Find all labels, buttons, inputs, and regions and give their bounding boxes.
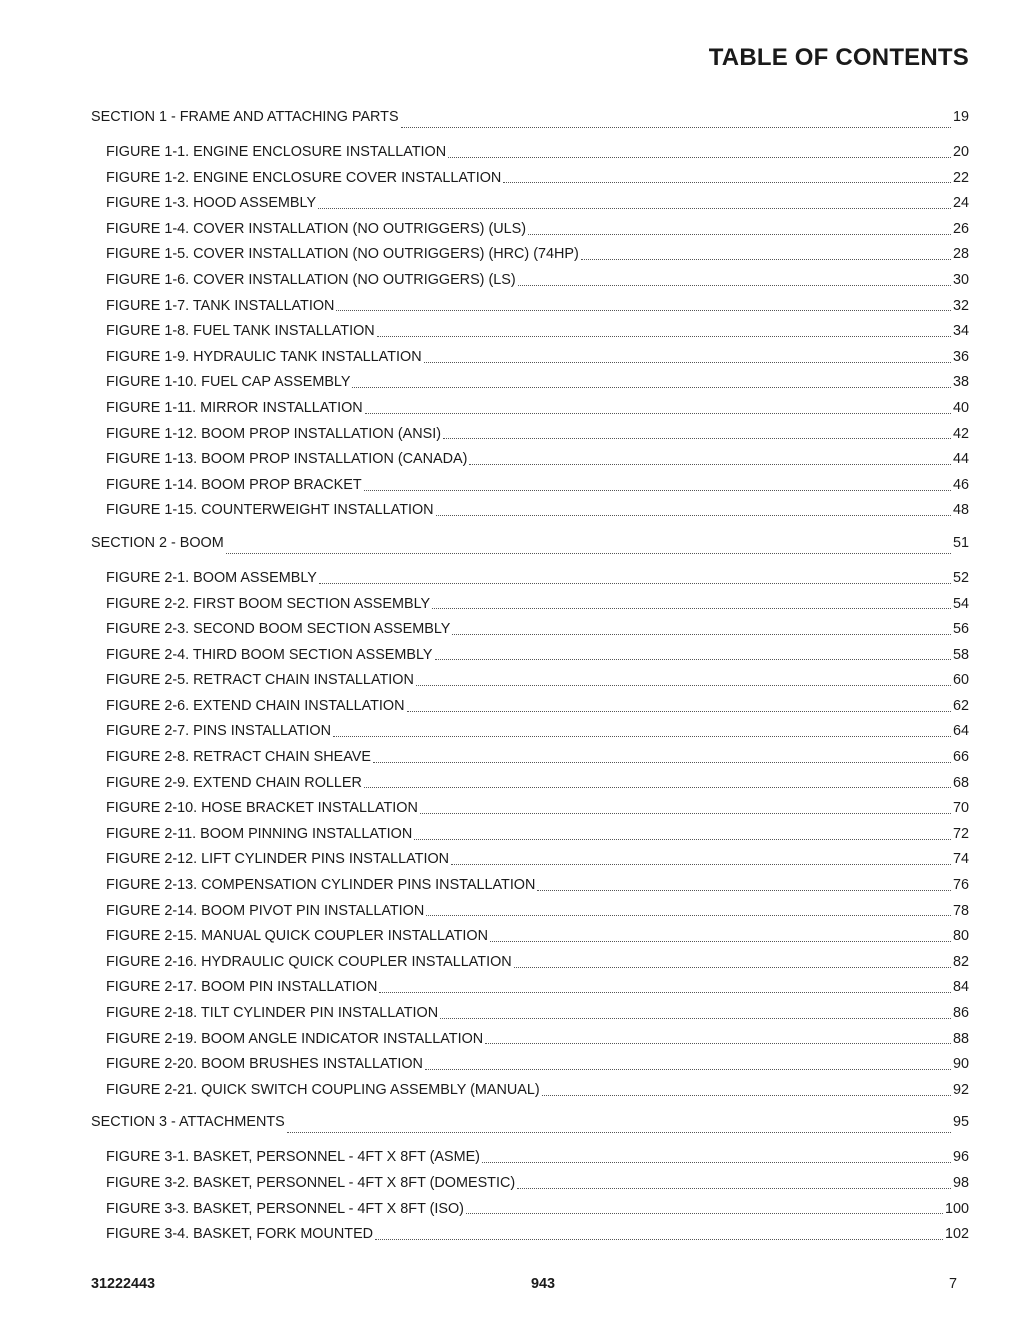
page-number: 68 bbox=[952, 774, 969, 791]
dot-leader bbox=[451, 863, 951, 865]
figure-title: FIGURE 2-1. BOOM ASSEMBLY bbox=[106, 569, 317, 586]
page-number: 22 bbox=[952, 169, 969, 186]
dot-leader bbox=[443, 437, 951, 439]
toc-figure-entry[interactable] bbox=[91, 268, 969, 294]
dot-leader bbox=[503, 181, 951, 183]
dot-leader bbox=[424, 361, 951, 363]
toc-figure-entry[interactable] bbox=[91, 1027, 969, 1053]
toc-figure-entry[interactable] bbox=[91, 771, 969, 797]
dot-leader bbox=[528, 233, 951, 235]
page-footer bbox=[91, 1276, 969, 1296]
dot-leader bbox=[318, 207, 951, 209]
toc-figure-entry[interactable] bbox=[91, 694, 969, 720]
figure-title: FIGURE 3-1. BASKET, PERSONNEL - 4FT X 8FT (ASME) bbox=[106, 1149, 480, 1166]
section-title: SECTION 1 - FRAME AND ATTACHING PARTS bbox=[91, 109, 399, 125]
page-number: 24 bbox=[952, 195, 969, 212]
dot-leader bbox=[440, 1017, 951, 1019]
page-number: 28 bbox=[952, 246, 969, 263]
dot-leader bbox=[425, 1068, 951, 1070]
figure-title: FIGURE 1-10. FUEL CAP ASSEMBLY bbox=[106, 374, 351, 391]
figure-title: FIGURE 2-3. SECOND BOOM SECTION ASSEMBLY bbox=[106, 621, 451, 638]
figure-title: FIGURE 2-5. RETRACT CHAIN INSTALLATION bbox=[106, 672, 414, 689]
figure-title: FIGURE 1-5. COVER INSTALLATION (NO OUTRIGGERS) (HRC) (74HP) bbox=[106, 246, 579, 263]
dot-leader bbox=[469, 463, 951, 465]
figure-title: FIGURE 2-21. QUICK SWITCH COUPLING ASSEMBLY (MANUAL) bbox=[106, 1081, 540, 1098]
dot-leader bbox=[336, 309, 951, 311]
toc-figure-entry[interactable] bbox=[91, 643, 969, 669]
figure-title: FIGURE 3-4. BASKET, FORK MOUNTED bbox=[106, 1226, 374, 1243]
figure-title: FIGURE 1-2. ENGINE ENCLOSURE COVER INSTALLATION bbox=[106, 169, 502, 186]
page-number: 54 bbox=[952, 595, 969, 612]
toc-figure-entry[interactable] bbox=[91, 745, 969, 771]
dot-leader bbox=[436, 514, 951, 516]
page-number: 56 bbox=[952, 621, 969, 638]
page-number: 42 bbox=[952, 425, 969, 442]
page-number: 95 bbox=[952, 1114, 969, 1131]
toc-figure-entry[interactable] bbox=[91, 345, 969, 371]
toc-list bbox=[91, 106, 969, 1248]
toc-figure-entry[interactable] bbox=[91, 1171, 969, 1197]
page-title: TABLE OF CONTENTS bbox=[708, 44, 969, 71]
page-number: 40 bbox=[952, 399, 969, 416]
dot-leader bbox=[414, 838, 951, 840]
page-number: 66 bbox=[952, 749, 969, 766]
page-number: 92 bbox=[952, 1081, 969, 1098]
toc-figure-entry[interactable] bbox=[91, 873, 969, 899]
toc-figure-entry[interactable] bbox=[91, 242, 969, 268]
dot-leader bbox=[490, 940, 951, 942]
dot-leader bbox=[407, 710, 951, 712]
dot-leader bbox=[518, 284, 951, 286]
footer-model: 943 bbox=[531, 1276, 556, 1292]
page-number: 34 bbox=[952, 323, 969, 340]
figure-title: FIGURE 1-9. HYDRAULIC TANK INSTALLATION bbox=[106, 348, 422, 365]
figure-title: FIGURE 2-19. BOOM ANGLE INDICATOR INSTALLATION bbox=[106, 1030, 484, 1047]
toc-figure-entry[interactable] bbox=[91, 617, 969, 643]
page-number: 82 bbox=[952, 953, 969, 970]
dot-leader bbox=[364, 786, 951, 788]
dot-leader bbox=[432, 607, 951, 609]
page-number: 19 bbox=[952, 109, 969, 125]
toc-figure-entry[interactable] bbox=[91, 822, 969, 848]
toc-figure-entry[interactable] bbox=[91, 950, 969, 976]
page-number: 58 bbox=[952, 646, 969, 663]
figure-title: FIGURE 2-14. BOOM PIVOT PIN INSTALLATION bbox=[106, 902, 425, 919]
toc-figure-entry[interactable] bbox=[91, 1001, 969, 1027]
toc-figure-entry[interactable] bbox=[91, 396, 969, 422]
dot-leader bbox=[379, 991, 951, 993]
dot-leader bbox=[287, 1131, 951, 1133]
section-title: SECTION 3 - ATTACHMENTS bbox=[91, 1114, 285, 1131]
toc-figure-entry[interactable] bbox=[91, 668, 969, 694]
dot-leader bbox=[333, 735, 951, 737]
toc-figure-entry[interactable] bbox=[91, 422, 969, 448]
page-number: 102 bbox=[944, 1226, 969, 1243]
figure-title: FIGURE 2-9. EXTEND CHAIN ROLLER bbox=[106, 774, 362, 791]
toc-figure-entry[interactable] bbox=[91, 899, 969, 925]
figure-title: FIGURE 2-16. HYDRAULIC QUICK COUPLER INSTALLATION bbox=[106, 953, 512, 970]
toc-figure-entry[interactable] bbox=[91, 796, 969, 822]
page-number: 74 bbox=[952, 851, 969, 868]
dot-leader bbox=[416, 684, 951, 686]
dot-leader bbox=[517, 1187, 951, 1189]
section-title: SECTION 2 - BOOM bbox=[91, 534, 224, 551]
dot-leader bbox=[401, 126, 951, 128]
dot-leader bbox=[482, 1161, 951, 1163]
figure-title: FIGURE 2-17. BOOM PIN INSTALLATION bbox=[106, 979, 378, 996]
dot-leader bbox=[452, 633, 951, 635]
figure-title: FIGURE 1-14. BOOM PROP BRACKET bbox=[106, 476, 362, 493]
toc-figure-entry[interactable] bbox=[91, 1145, 969, 1171]
dot-leader bbox=[377, 335, 951, 337]
toc-figure-entry[interactable] bbox=[91, 294, 969, 320]
page-number: 32 bbox=[952, 297, 969, 314]
toc-figure-entry[interactable] bbox=[91, 319, 969, 345]
toc-figure-entry[interactable] bbox=[91, 847, 969, 873]
toc-figure-entry[interactable] bbox=[91, 140, 969, 166]
page-number: 84 bbox=[952, 979, 969, 996]
footer-page-number: 7 bbox=[948, 1276, 957, 1292]
dot-leader bbox=[426, 914, 951, 916]
page-number: 80 bbox=[952, 928, 969, 945]
figure-title: FIGURE 1-1. ENGINE ENCLOSURE INSTALLATION bbox=[106, 144, 447, 160]
page-number: 26 bbox=[952, 220, 969, 237]
toc-figure-entry[interactable] bbox=[91, 592, 969, 618]
toc-figure-entry[interactable] bbox=[91, 975, 969, 1001]
toc-figure-entry[interactable] bbox=[91, 191, 969, 217]
figure-title: FIGURE 2-18. TILT CYLINDER PIN INSTALLATION bbox=[106, 1005, 439, 1021]
toc-figure-entry[interactable] bbox=[91, 447, 969, 473]
page-number: 64 bbox=[952, 723, 969, 740]
page-number: 90 bbox=[952, 1056, 969, 1073]
dot-leader bbox=[364, 489, 951, 491]
toc-figure-entry[interactable] bbox=[91, 217, 969, 243]
toc-section-entry[interactable] bbox=[91, 106, 969, 140]
page-number: 36 bbox=[952, 348, 969, 365]
page-number: 88 bbox=[952, 1030, 969, 1047]
toc-figure-entry[interactable] bbox=[91, 1078, 969, 1104]
figure-title: FIGURE 2-10. HOSE BRACKET INSTALLATION bbox=[106, 800, 418, 817]
figure-title: FIGURE 2-6. EXTEND CHAIN INSTALLATION bbox=[106, 697, 405, 714]
figure-title: FIGURE 2-20. BOOM BRUSHES INSTALLATION bbox=[106, 1056, 423, 1073]
page-number: 46 bbox=[952, 476, 969, 493]
toc-section-entry[interactable] bbox=[91, 1111, 969, 1145]
page-number: 78 bbox=[952, 902, 969, 919]
toc-figure-entry[interactable] bbox=[91, 370, 969, 396]
page-number: 76 bbox=[952, 877, 969, 894]
toc-figure-entry[interactable] bbox=[91, 166, 969, 192]
dot-leader bbox=[373, 761, 951, 763]
page-number: 86 bbox=[952, 1005, 969, 1021]
page-number: 48 bbox=[952, 502, 969, 519]
dot-leader bbox=[581, 258, 951, 260]
figure-title: FIGURE 2-11. BOOM PINNING INSTALLATION bbox=[106, 825, 413, 842]
page-number: 52 bbox=[952, 569, 969, 586]
page-number: 96 bbox=[952, 1149, 969, 1166]
figure-title: FIGURE 1-8. FUEL TANK INSTALLATION bbox=[106, 323, 375, 340]
figure-title: FIGURE 2-7. PINS INSTALLATION bbox=[106, 723, 331, 740]
figure-title: FIGURE 1-4. COVER INSTALLATION (NO OUTRIGGERS) (ULS) bbox=[106, 220, 527, 237]
figure-title: FIGURE 1-3. HOOD ASSEMBLY bbox=[106, 195, 317, 212]
dot-leader bbox=[485, 1042, 951, 1044]
page-number: 44 bbox=[952, 451, 969, 468]
toc-figure-entry[interactable] bbox=[91, 473, 969, 499]
page-number: 51 bbox=[952, 534, 969, 551]
dot-leader bbox=[435, 658, 951, 660]
page-number: 98 bbox=[952, 1174, 969, 1191]
page-number: 30 bbox=[952, 271, 969, 288]
toc-figure-entry[interactable] bbox=[91, 924, 969, 950]
figure-title: FIGURE 1-7. TANK INSTALLATION bbox=[106, 297, 335, 314]
page-number: 100 bbox=[944, 1200, 969, 1217]
figure-title: FIGURE 1-12. BOOM PROP INSTALLATION (ANSI) bbox=[106, 425, 442, 442]
dot-leader bbox=[466, 1212, 943, 1214]
figure-title: FIGURE 1-6. COVER INSTALLATION (NO OUTRIGGERS) (LS) bbox=[106, 271, 516, 288]
dot-leader bbox=[365, 412, 951, 414]
toc-section-entry[interactable] bbox=[91, 532, 969, 566]
dot-leader bbox=[542, 1094, 951, 1096]
page-number: 72 bbox=[952, 825, 969, 842]
figure-title: FIGURE 2-8. RETRACT CHAIN SHEAVE bbox=[106, 749, 371, 766]
page-number: 38 bbox=[952, 374, 969, 391]
figure-title: FIGURE 3-2. BASKET, PERSONNEL - 4FT X 8FT (DOMESTIC) bbox=[106, 1174, 516, 1191]
page-number: 20 bbox=[952, 144, 969, 160]
figure-title: FIGURE 2-12. LIFT CYLINDER PINS INSTALLATION bbox=[106, 851, 450, 868]
toc-figure-entry[interactable] bbox=[91, 1052, 969, 1078]
figure-title: FIGURE 1-11. MIRROR INSTALLATION bbox=[106, 399, 363, 416]
toc-figure-entry[interactable] bbox=[91, 1197, 969, 1223]
dot-leader bbox=[375, 1238, 943, 1240]
figure-title: FIGURE 1-15. COUNTERWEIGHT INSTALLATION bbox=[106, 502, 434, 519]
dot-leader bbox=[420, 812, 951, 814]
dot-leader bbox=[352, 386, 951, 388]
dot-leader bbox=[537, 889, 951, 891]
figure-title: FIGURE 2-13. COMPENSATION CYLINDER PINS INSTALLATION bbox=[106, 877, 536, 894]
toc-figure-entry[interactable] bbox=[91, 1222, 969, 1248]
dot-leader bbox=[319, 582, 951, 584]
dot-leader bbox=[226, 552, 951, 554]
page-number: 70 bbox=[952, 800, 969, 817]
toc-figure-entry[interactable] bbox=[91, 566, 969, 592]
dot-leader bbox=[514, 966, 951, 968]
footer-doc-number: 31222443 bbox=[91, 1276, 156, 1292]
figure-title: FIGURE 1-13. BOOM PROP INSTALLATION (CANADA) bbox=[106, 451, 468, 468]
figure-title: FIGURE 2-15. MANUAL QUICK COUPLER INSTALLATION bbox=[106, 928, 488, 945]
page-number: 62 bbox=[952, 697, 969, 714]
toc-figure-entry[interactable] bbox=[91, 719, 969, 745]
figure-title: FIGURE 3-3. BASKET, PERSONNEL - 4FT X 8FT (ISO) bbox=[106, 1200, 464, 1217]
toc-figure-entry[interactable] bbox=[91, 498, 969, 524]
dot-leader bbox=[448, 156, 951, 158]
page-number: 60 bbox=[952, 672, 969, 689]
figure-title: FIGURE 2-2. FIRST BOOM SECTION ASSEMBLY bbox=[106, 595, 431, 612]
figure-title: FIGURE 2-4. THIRD BOOM SECTION ASSEMBLY bbox=[106, 646, 433, 663]
